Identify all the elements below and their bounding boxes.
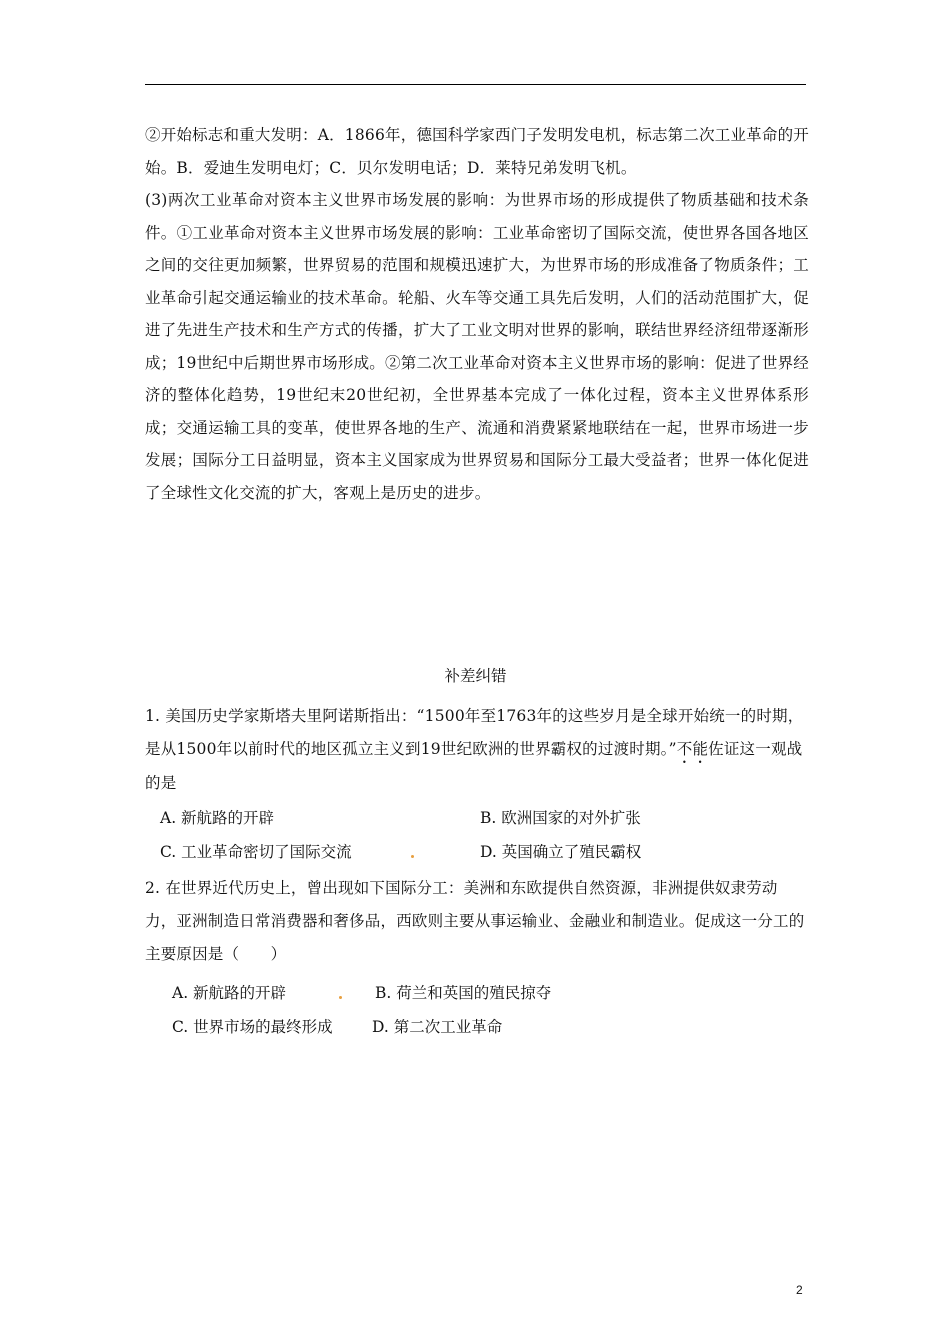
question-1-emphasis: 不能 xyxy=(676,740,709,758)
page-number: 2 xyxy=(796,1283,803,1297)
question-1-stem-tail: 佐证这一观战的是 xyxy=(145,740,803,792)
question-1-option-a: A. 新航路的开辟 xyxy=(160,809,275,827)
question-2-option-c: C. 世界市场的最终形成 xyxy=(172,1018,333,1036)
question-1-option-b: B. 欧洲国家的对外扩张 xyxy=(480,809,641,827)
paragraph-inventions: ②开始标志和重大发明：A．1866年，德国科学家西门子发明发电机，标志第二次工业革命的开始。B．爱迪生发明电灯；C．贝尔发明电话；D．莱特兄弟发明飞机。 xyxy=(145,126,809,177)
question-2-option-d: D. 第二次工业革命 xyxy=(372,1018,503,1036)
orange-mark-dot-2 xyxy=(339,996,342,999)
question-1-option-c: C. 工业革命密切了国际交流 xyxy=(160,843,352,861)
section-title: 补差纠错 xyxy=(444,667,507,685)
question-2-stem: 2. 在世界近代历史上，曾出现如下国际分工：美洲和东欧提供自然资源，非洲提供奴隶劳动力，亚洲制造日常消费器和奢侈品，西欧则主要从事运输业、金融业和制造业。促成这一分工的主要原因是（ ） xyxy=(145,879,805,963)
paragraph-market-impact: (3)两次工业革命对资本主义世界市场发展的影响：为世界市场的形成提供了物质基础和技术条件。①工业革命对资本主义世界市场发展的影响：工业革命密切了国际交流，使世界各国各地区之间的交往更加频繁，世界贸易的范围和规模迅速扩大，为世界市场的形成准备了物质条件；工业革命引起交通运输业的技术革命。轮船、火车等交通工具先后发明，人们的活动范围扩大，促进了先进生产技术和生产方式的传播，扩大了工业文明对世界的影响，联结世界经济纽带逐渐形成；19世纪中后期世界市场形成。②第二次工业革命对资本主义世界市场的影响：促进了世界经济的整体化趋势，19世纪末20世纪初，全世界基本完成了一体化过程，资本主义世界体系形成；交通运输工具的变革，使世界各地的生产、流通和消费紧紧地联结在一起，世界市场进一步发展；国际分工日益明显，资本主义国家成为世界贸易和国际分工最大受益者；世界一体化促进了全球性文化交流的扩大，客观上是历史的进步。 xyxy=(145,191,809,502)
question-1-stem xyxy=(145,700,809,800)
question-2-option-b: B. 荷兰和英国的殖民掠夺 xyxy=(375,984,552,1002)
header-rule xyxy=(145,84,806,85)
question-1-option-d: D. 英国确立了殖民霸权 xyxy=(480,843,642,861)
question-2-option-a: A. 新航路的开辟 xyxy=(172,984,287,1002)
orange-mark-dot xyxy=(411,855,414,858)
question-1-stem-text: 1. 美国历史学家斯塔夫里阿诺斯指出：“1500年至1763年的这些岁月是全球开始统一的时期，是从1500年以前时代的地区孤立主义到19世纪欧洲的世界霸权的过渡时期。” xyxy=(145,707,804,758)
